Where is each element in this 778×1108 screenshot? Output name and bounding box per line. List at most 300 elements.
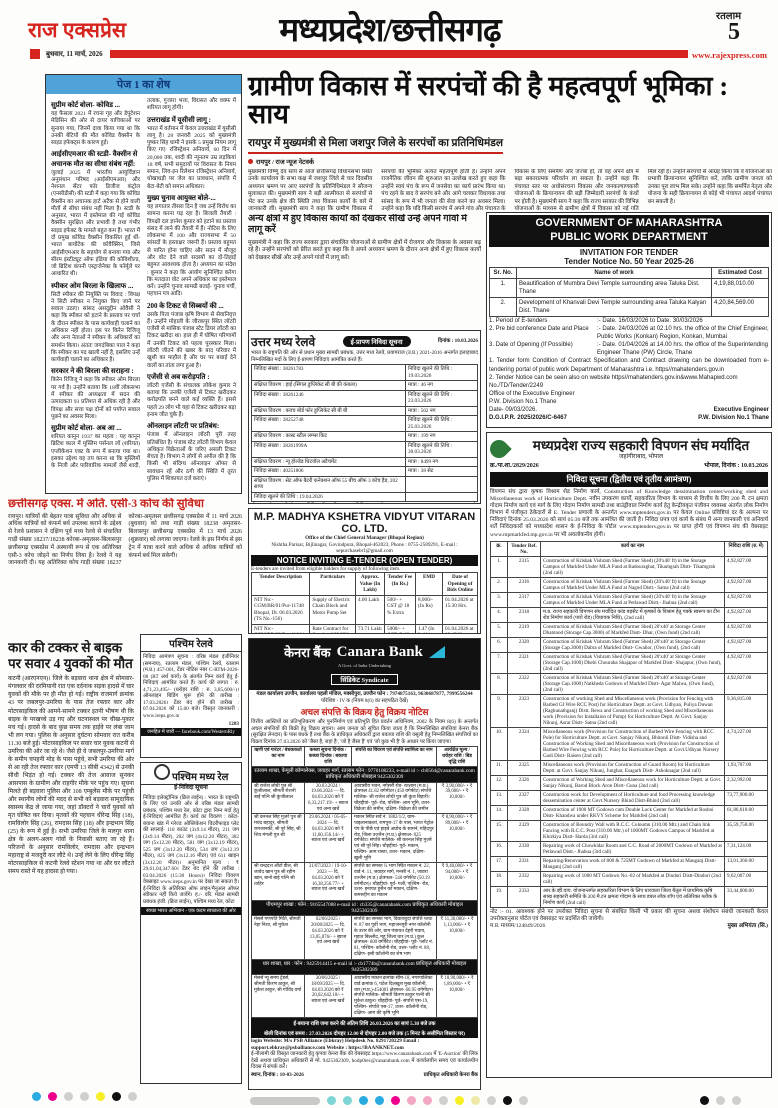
canara-name-hindi: केनरा बैंक — [284, 645, 331, 660]
western-railway-footer: जनहित में जारी — facebook.com/WesternRly — [141, 728, 241, 736]
brand-red-square — [30, 49, 40, 59]
markfed-ref-no: क्र./पा.शा./2829/2026 — [490, 462, 539, 469]
schedule-item — [489, 317, 769, 325]
table-row — [491, 886, 768, 907]
borrower-cell: श्री करनल सिंह मुज़रे पुत्र श्री मयंद बहादुर, श्रीमती रामजानकी, श्री पूरे सिंह, श्री शिव मंगली पुत्र श्री — [252, 814, 305, 863]
col-estimated-cost: Estimated Cost — [712, 267, 769, 278]
serial-cell: 11. — [491, 760, 508, 775]
serial-cell: 2. — [491, 577, 508, 592]
tender-ref-cell: 2324 — [508, 727, 541, 760]
byline-bullet-icon — [248, 159, 253, 164]
table-row — [252, 432, 478, 442]
tender-ref-cell: 2322 — [508, 673, 541, 694]
tender-ref-cell: 2327 — [508, 790, 541, 805]
work-name-cell: Repairing work of Chowkidar Room and C.C. Road of 2000MT Godown of Markfed at Petlawad Distt.- Jhabua (3rd call) — [541, 841, 725, 856]
table-row — [252, 381, 478, 391]
tender-ref-cell: 2328 — [508, 805, 541, 820]
tender-date-cell: निविदा खुलने की तिथि : 23.03.2026 — [406, 390, 478, 406]
subbox-body: मुख्यमंत्री ने कहा कि राज्य सरकार द्वारा संचालित योजनाओं से ग्रामीण क्षेत्रों में रोजगार और विकास के अवसर बढ़ रहे हैं। उन्होंने सरपंचों को प्रेरित करते हुए कहा कि वे अपने अध्ययन भ्रमण के दौरान अन्य क्षेत्रों में हुए विकास कार्यों को देखकर सीखें और उन्हें अपने गांवों में लागू करें। — [248, 239, 481, 261]
amount-cell: 9,36,815.00 — [725, 694, 768, 727]
work-name-cell: Construction of Working Shed and Miscellaneous work for Horticulture Deptt. at Govt. Sanjay Nikunj, Barod Block Aron Distt- Guna (2nd call) — [541, 775, 725, 790]
canara-emd-deadline: ई-बयाना राशि जमा करने की अंतिम तिथि 26.03.2026 का सायं 5.30 बजे तक — [251, 1018, 478, 1028]
masthead-url[interactable]: www.rajexpress.com — [692, 50, 767, 60]
col-possession-dates: कब्जा सूचना दिनांक / कब्जा दिनांक / बकाया राशि — [305, 747, 352, 767]
tender-number-cell: निविदा संख्या : 40251806 — [252, 467, 406, 477]
price-cell: ₹ 18,90,000/- • ₹ 1,89,000/- • ₹ 10,000/- — [437, 975, 478, 1018]
teal-registration-dot — [327, 1096, 336, 1105]
value-cell: 4.00 Lakh — [356, 595, 385, 624]
main-article-subbox — [248, 214, 481, 326]
table-row — [252, 782, 478, 814]
tender-date-cell: मात्रा : 502 नग — [406, 406, 478, 416]
page1-remainder-box — [45, 74, 242, 494]
masthead-brand — [28, 16, 126, 44]
canara-annexure: परिशिष्ट - IV क (नियम 8(6) का सहपठित देखें) — [320, 697, 409, 704]
brand-name: राज एक्सप्रेस — [28, 18, 127, 42]
table-row — [491, 727, 768, 760]
emd-cell: 1.47 (In — [416, 624, 443, 634]
western-railway-title: पश्चिम रेलवे — [141, 635, 241, 652]
markfed-media-ref: म.प्र. माध्यम/124849/2026 — [490, 923, 546, 929]
serial-cell: 8. — [491, 673, 508, 694]
accident-headline: कार की टक्कर से बाइक पर सवार 4 युवकों की मौत — [8, 640, 133, 672]
work-name-cell: Construction of Krishak Vishram Shed (Farmer Shed) 20'x40' at Storage Center (Storage Cap.1000) Natkheda Godown of Markfed Distt- Agar Malwa, (Own fund), (2nd call) — [541, 673, 725, 694]
schedule-value: :- Date. 01/04/2026 at 14.00 hrs. the office of the Superintending Engineer Thane (PW) Circle, Thane — [597, 342, 769, 357]
article-body: यह फैसला 2021 में रचना गृह और डेपुटेशन मेडिसिन की ओर से दायर याचिकाओं पर सुनाया गया, जिनमें दावा किया गया था कि उनकी बेटियों की मौत कोविड वैक्सीन के साइड इफेक्ट्स के कारण हुई। — [51, 111, 140, 147]
col-tender-ref: Tender Ref. No. — [508, 541, 541, 556]
markfed-note: नोट :- 01. आवश्यक होने पर उपरोक्त निविदा सूचना से संबंधित किसी भी प्रकार की सूचना अथवा संशोधन संबंधी जानकारी केवल उपरोक्तानुसार पोर्टल एवं वेबसाइट पर प्रदर्शित की जावेगी। — [490, 908, 768, 922]
page1-remainder-articles — [46, 94, 241, 487]
masthead-rule — [110, 50, 688, 58]
table-row — [491, 790, 768, 805]
article-body: यह लगातार तीसरा दिन है जब उन्हें विरोध का सामना करना पड़ रहा है। बिजली तैयारी : विपक्षी दल ज्ञानेश कुमार को हटाने का प्रस्ताव संसद में लाने की तैयारी में हैं। नोटिस के लिए लोकसभा में 100 और राज्यसभा में 50 सांसदों के हस्ताक्षर जरूरी हैं। प्रस्ताव बहुमत से पारित होना चाहिए और सदन में मौजूद और वोट देने वाले सदस्यों का दो-तिहाई बहुमत आवश्यक होता है। अध्ययन का संदेश : कुमार ने कहा कि आयोग सुनिश्चित करेगा कि मतदाता वोट अपने अधिकार का इस्तेमाल करें। उन्होंने चुनाव सामग्री बताई- चुनाव पर्ची, पहचान पत्र आदि। — [147, 204, 236, 298]
masthead-date: बुधवार, 11 मार्च, 2026 — [46, 50, 103, 58]
schedule-value: :- Date. 16/03/2026 to Date. 30/03/2026 — [597, 317, 703, 324]
list-item — [147, 194, 236, 299]
particulars-cell: Rate Contract for — [310, 624, 356, 634]
price-cell: ₹ 9,40,000/- • ₹ 94,000/- • ₹ 10,000/- — [437, 863, 478, 901]
borrower-cell: मेसर्स गणपति मिति, श्रीमती नेहा निशा, श्री मुकेश — [252, 916, 305, 959]
notice-date: Date- 09/03/2026. — [489, 407, 538, 413]
tender-ref-cell: 2319 — [508, 622, 541, 637]
table-row — [252, 365, 478, 381]
tender-ref-cell: 2315 — [508, 556, 541, 577]
main-subhead: रायपुर में मुख्यमंत्री से मिला जशपुर जिले के सरपंचों का प्रतिनिधिमंडल — [248, 136, 503, 154]
borrower-cell: श्री चन्द्रदत्त ऑटो डील, श्री जावेद खान पुत्र श्री रहीम खान, बानो बाई पत्नि श्री ताहिर — [252, 863, 305, 901]
work-name-cell: Miscellaneous work (Provision for Construction of Barbed Wire Fencing with RCC Pole) for Horticulture Deptt. at Govt. Sanjay Nikunj, Bhitonli Distt- Vidisha and Construction of Working Shed and Miscellaneous work (Provision for Construction of Barbed Wire Fencing with RCC Pole) for Horticulture Deptt. at Govt.Udhyan Nursery Gadi Distt- Raisen (2nd call) — [541, 727, 725, 760]
article-heading: स्पीकर ओम बिरला के खिलाफ ... — [51, 281, 134, 290]
table-row — [252, 916, 478, 959]
masthead-page-number: 5 — [728, 19, 740, 45]
article-body: सिटी स्पीकर की नियुक्ति पर विवाद : विपक्ष ने सिटी स्पीकर न नियुक्त किए जाने पर सवाल उठाए। सांसद असदुद्दीन ओवैसी ने कहा कि स्पीकर को हटाने के प्रस्ताव पर चर्चा के दौरान स्पीकर के पास कार्यवाही चलाने का अधिकार नहीं होता। इस पर किरेन रिजिजू और अन्य नेताओं ने स्पीकर के अधिकारों का समर्थन किया। अंततः जगदंबिका पाल ने कहा कि स्पीकर का पद खाली नहीं है, इसलिए उन्हें कार्यवाही चलाने का अधिकार है। — [51, 291, 140, 364]
markfed-signatory: मुख्य अभियंता (सि.) — [727, 923, 768, 929]
list-item — [147, 422, 236, 483]
masthead-city: रतलाम — [716, 11, 742, 22]
magenta-registration-dot — [48, 1092, 57, 1101]
magenta-registration-dot — [391, 1096, 400, 1105]
col-borrower: ऋणी एवं गारंटर / बंधककर्ता का नाम — [252, 747, 305, 767]
markfed-place: जहांगीराबाद, भोपाल — [618, 454, 664, 460]
work-name-cell: Construction of working Shed and Miscellaneous work (Provision for Fencing with Barbed GI Wire RCC Post) for Horticulture Deptt. at Govt. Udhyan, Puliya Duwan (Raghunathganj) Distt. Rewa and Construction of working Shed and Miscellaneous work (Provision for Installaion of Pump) for Horticulture Deptt. At Govt. Sanjay Nikunj, Asrar Distt- Satna (2nd call) — [541, 694, 725, 727]
value-cell: 73.71 Lakh — [356, 624, 385, 634]
wcr-title — [141, 763, 241, 785]
gray-registration-dot — [732, 1096, 741, 1105]
tender-ref-cell: 2321 — [508, 652, 541, 673]
serial-cell: 19. — [491, 886, 508, 907]
table-row — [252, 476, 478, 492]
maharashtra-works-table — [489, 267, 769, 317]
col-opening-date: Date of Opening of Bids Online — [443, 573, 478, 596]
tender-number-cell: संक्षिप्त विवरण : कास्ट स्टील लम्प्स किट — [252, 432, 406, 442]
work-name-cell: Construction of Krishak Vishram Shed (Farmer Shed) 20'x40' at Storage Center (Storage Cap.1000) Dhebi Chouraha Shajapur of Markfed Distt- Shajapur, (Own fund), (2nd call) — [541, 652, 725, 673]
article-heading: आईसीएमआर की स्टडी- वैक्सीन से अचानक मौत का सीधा संबंध नहीं: — [51, 150, 138, 168]
serial-cell: 14. — [491, 805, 508, 820]
edition-title: मध्यप्रदेश/छत्तीसगढ़ — [279, 13, 501, 49]
maharashtra-notes — [489, 357, 769, 381]
gray-registration-dot — [439, 1096, 448, 1105]
amount-cell: 4,92,827.00 — [725, 607, 768, 622]
article-heading: मुख्य चुनाव आयुक्त बोले-... — [147, 194, 216, 203]
wcr-subtitle: ई-निविदा सूचना — [174, 785, 208, 791]
table-row — [252, 457, 478, 467]
table-row — [490, 278, 769, 297]
tender-date-cell: निविदा खुलने की तिथि : 25.03.2026 — [406, 416, 478, 432]
dates-cell: 20.03.2024 / 19.06.2024 — दि. 04.03.2026 को ₹ 6,33,217.19/- + ब्याज एवं अन्य खर्चे — [305, 782, 352, 814]
tender-ref-cell: 2330 — [508, 841, 541, 856]
note-text: 2. Tender Notice can be seen also on website https//mahatenders.gov.in&www.Mahapwd.com — [489, 374, 738, 381]
work-name-cell: Construction of Krishak Vishram Shed (Farmer Shed) 20'x40' at Storage Center (Storage Cap.3000) Dabra of Markfed Distt- Gwalior, (Own fund), (2nd call) — [541, 637, 725, 652]
work-name: Development of Khanvali Devi Temple surrounding area Taluka Kalyan Dist. Thane — [517, 297, 712, 316]
yellow-registration-dot — [96, 1092, 105, 1101]
tender-date-cell — [406, 492, 478, 502]
table-row — [491, 694, 768, 727]
canara-branch-band-ratlam: रतलाम शाखा, केमूली कॉम्पलेक्स, जवाहर मार्ग, रतलाम फोन : 9770108233, e-mail id :- cb0564@canarabank.com प्राधिकृत अधिकारी मोबाइल 9425302309 — [252, 767, 477, 781]
col-tender-amount: निविदा राशि (रु. में) — [725, 541, 768, 556]
serial-cell: 3. — [491, 592, 508, 607]
western-railway-ref: 1203 — [228, 721, 239, 727]
gray-registration-dot — [487, 1096, 496, 1105]
article-body: भारत में वर्तमान में केवल उत्तराखंड में यूसीसी लागू है। 28 जनवरी 2025 को मुख्यमंत्री पुष्कर सिंह धामी ने इसके 5 प्रमुख नियम लागू किए गए: रजिस्ट्रेशन अनिवार्य, 60 दिन में 20,000 तक, शादी की न्यूनतम उम्र लड़कियां 18 वर्ष, सभी समुदायों पर विरासत के नियम समान, लिव-इन रिलेशन रजिस्ट्रेशन अनिवार्य, धोखाधड़ी पर जेल का प्रावधान, संपत्ति में बेटा-बेटी को समान अधिकार। — [147, 125, 236, 190]
tender-ref-cell: 2320 — [508, 637, 541, 652]
amount-cell: 7,31,124.00 — [725, 841, 768, 856]
canara-login-website: login Website: M/s PSB Alliance (Ebkray) Helpdesk No. 8291720229 Email : support.ebkray@psballiance.com Website : https://BAANKNET.com — [251, 1038, 420, 1051]
serial-cell: 16. — [491, 841, 508, 856]
tender-number-cell: निविदा संख्या : 38252748 — [252, 416, 406, 432]
signatory-title: Executive Engineer — [713, 407, 769, 413]
canara-name-english: Canara Bank — [336, 643, 423, 660]
table-row — [491, 673, 768, 694]
price-cell: ₹ 11,30,000/- • ₹ 1,13,000/- • ₹ 10,000/- — [437, 916, 478, 959]
canara-sale-title: अचल संपत्ति के विक्रय हेतु विक्रय नोटिस — [300, 707, 429, 717]
ncr-pill: ई-प्रापण निविदा सूचना — [343, 336, 411, 347]
canara-bank-logo-icon — [429, 646, 445, 658]
tender-number-cell: संक्षिप्त विवरण : कवच बोर्ड फोर डुप्लिकेट सी बी बी — [252, 406, 406, 416]
table-row — [252, 406, 478, 416]
canara-bid-datetime: बोली दिनांक एवं समय : 27.03.2026 दोपहर 12.00 से दोपहर 2.00 बजे तक (5 मिनट के असीमित विस्तार पर) — [251, 1028, 478, 1038]
article-heading: एजेंसी से अब करोड़पति : — [147, 372, 210, 381]
work-name-cell: Construction work for Development of Horticulture and food Processing knowledge dessemination center at Govt.Nursery Bhind Distt-Bhind (2nd call) — [541, 790, 725, 805]
tender-date-cell: मात्रा : 199 नग — [406, 432, 478, 442]
dates-cell: 31/07/2023 / 19-10-2023 — दि. 04.03.2026 को ₹ 16,38,256.77/- + ब्याज एवं अन्य खर्चे — [305, 863, 352, 901]
article-body: जुलाई 2025 में भारतीय आयुर्विज्ञान अनुसंधान परिषद (आईसीएमआर) और नेशनल सेंटर फॉर डिजीज कंट्रोल (एनसीडीसी) की स्टडी में कहा गया कि कोविड वैक्सीन का अचानक हार्ट अटैक से होने वाली मौतों से सीधा संबंध नहीं मिला है। स्टडी के अनुसार, भारत में इस्तेमाल की गई कोविड वैक्सीन सुरक्षित और प्रभावी है तथा गंभीर साइड इफेक्ट के मामले बहुत कम हैं। भारत में दो प्रमुख कोविड वैक्सीन विकसित हुई थीं- भारत बायोटेक की कोवैक्सिन, जिसे आईसीएमआर के सहयोग से बनाया गया और सीरम इंस्टीट्यूट ऑफ इंडिया की कोविशील्ड, जो ब्रिटिश कंपनी एस्ट्राजेनेका के फॉर्मूले पर आधारित थी। — [51, 169, 140, 278]
tender-ref-cell: 2325 — [508, 760, 541, 775]
schedule-label: 3. Date of Opening (If Possible) — [489, 342, 573, 349]
cyan-registration-dot — [359, 1096, 368, 1105]
table-row — [252, 814, 478, 863]
canara-tagline: A Govt. of India Undertaking — [337, 663, 392, 668]
work-name-cell: Miscellaneous work (Provision for Construction of Guard Room) for Horticulture Deptt. at Govt. Sanjay Nikunj, Junghar, Esagarh Distt- Ashoknagar (2nd call) — [541, 760, 725, 775]
tender-date-cell: निविदा खुलने की तिथि : 30.03.2026 — [406, 441, 478, 457]
table-row — [491, 805, 768, 820]
canara-place-date: स्थान, दिनांक : 10-03-2026 — [251, 1071, 304, 1078]
note-text: 1. Tender form Condition of Contract Specification and Contract drawing can be downloaded from e-tendering portal of public work Department of Maharashtra i.e. https//mahatenders.gov.in — [489, 358, 769, 373]
black-registration-dot — [112, 1092, 121, 1101]
table-row — [491, 577, 768, 592]
article-heading: सुप्रीम कोर्ट बोला- कोविड ... — [51, 101, 121, 109]
table-row — [252, 441, 478, 457]
main-article — [248, 72, 772, 235]
canara-branch-band-pithampur: पीथमपुर शाखा : फोन : 9165547088 e-mail id : cb335@canarabank.com प्राधिकृत अधिकारी मोबाइल 9425302309 — [252, 901, 477, 915]
property-cell: मकान स्थित सर्वे नं. 1882/1/2, ग्राम-पाइलानाकलां, रामपुरा-17 के पास, भारत पेट्रोल पंप के पीछे एवं हाइवे अप्रोच के सामने, महिदपुर रोड, जिला उज्जैन (म.प्र.) क्षेत्रफल- 825 वर्गफीट। संपत्ति मालिक- श्री करनल सिंह मुज़रे एवं श्री पूरे सिंह। चौहद्दीयां- पूर्व- मकान, पश्चिम- आम रास्ता, उत्तर- मकान, दक्षिण- खुली भूमि — [352, 814, 437, 863]
table-row — [490, 297, 769, 316]
serial-cell: 13. — [491, 790, 508, 805]
article-body: किरेन रिजिजू ने कहा कि स्पीकर ओम बिरला पर गर्व है। उन्होंने बताया कि 18वीं लोकसभा में स्पीकर की अध्यक्षता में सदन की उत्पादकता 93 प्रतिशत से अधिक रही है और विपक्ष और सत्ता पक्ष दोनों को पर्याप्त सवाल पूछने का अवसर मिला। — [51, 377, 140, 420]
tender-ref-cell: 2326 — [508, 775, 541, 790]
table-row — [491, 556, 768, 577]
schedule-label: 2. Pre bid conference Date and Place — [489, 326, 589, 333]
mpmkvv-band: NOTICE INVITING E-TENDER (OPEN TENDER) — [251, 555, 478, 566]
amount-cell: 4,92,827.00 — [725, 673, 768, 694]
table-row — [491, 871, 768, 886]
table-header-row — [490, 267, 769, 278]
tender-date-cell — [406, 476, 478, 492]
gray-registration-dot — [716, 1096, 725, 1105]
table-row — [491, 820, 768, 841]
western-railway-tender-box — [140, 634, 242, 758]
gray-registration-dot — [80, 1092, 89, 1101]
pink-registration-dot — [407, 1096, 416, 1105]
serial-cell: 7. — [491, 652, 508, 673]
ncr-intro: भारत के राष्ट्रपति की ओर से प्रधान मुख्य सामग्री प्रबंधक, उत्तर मध्य रेलवे, प्रयागराज (उ.प्र.) 2021-2016 अन्तर्गत इलाहाबाद निम्नलिखित मदों के लिए ई-प्रापण निविदाएं आमंत्रित करते हैं। — [251, 350, 478, 363]
office-line2: P.W. Division No.1 Thane — [489, 398, 557, 405]
maharashtra-invite: INVITATION FOR TENDER — [579, 247, 679, 257]
schedule-label: 1. Period of E-tenders — [489, 317, 548, 324]
work-name-cell: Construction of Boundry Wall with R.C.C. Coloumn (310.00 Mtr.) and Chain link Fancing with R.C.C. Post (310.00 Mtr.) of 1000MT Godown Campus of Markfed at Khirkiya Distt- Harda (3rd call) — [541, 820, 725, 841]
article-heading: 200 के टिकट से सिब्बयों की ... — [147, 301, 224, 310]
black-registration-dot — [700, 1096, 709, 1105]
serial-cell: 18. — [491, 871, 508, 886]
wcr-tender-box — [140, 762, 242, 1084]
serial-cell: 5. — [491, 622, 508, 637]
markfed-notice-band: निविदा सूचना (द्वितीय एवं तृतीय आमंत्रण) — [490, 472, 768, 487]
table-header-row — [252, 573, 478, 596]
amount-cell: 2,32,992.00 — [725, 775, 768, 790]
maharashtra-gov-band — [489, 215, 769, 247]
gray-registration-dot — [128, 1092, 137, 1101]
gray-registration-dot — [64, 1092, 73, 1101]
col-approx-value: Approx. Value (In Lakh) — [356, 573, 385, 596]
amount-cell: 4,92,827.00 — [725, 556, 768, 577]
table-row — [252, 416, 478, 432]
borrower-cell: श्री राजेश लोधी पुत्र श्री कुंजीलाल, श्रीमती रोशनी बाई पत्नि श्री कुंजीलाल — [252, 782, 305, 814]
property-cell: संपत्ति का समस्त ¼ भाग स्थित मकान नं. 22, वार्ड नं. 11, जवाहर मार्ग, मनसी नं. 1, जावरा उज्जैन (म.प्र.) क्षेत्रफल- 540 वर्गफीट (50.19 वर्गमीटर)। चौहद्दीयां- पूर्व- गली, पश्चिम- रोड, उत्तर- इनायत हुसैन का मकान, दक्षिण- कमरुद्दीन का मकान — [352, 863, 437, 901]
work-name-cell: Repairing/Renovation work of 800 & 725MT Godown of Markfed at Mauganj Distt- Mauganj (2nd call) — [541, 856, 725, 871]
col-reserve-price: आरक्षित मूल्य / धरोहर राशि / बिड वृद्धि राशि — [437, 747, 478, 767]
tender-ref-cell: 2318 — [508, 607, 541, 622]
serial-cell: 12. — [491, 775, 508, 790]
opening-cell: 01.04.2026 at — [443, 624, 478, 634]
serial-cell: 15. — [491, 820, 508, 841]
cg-express-body: रायपुर। यात्रियों की बेहतर यात्रा सुविधा और अधिक से अधिक यात्रियों को कंफर्म बर्थ उपलब्ध कराने के उद्देश्य से रेलवे प्रशासन ने दक्षिण पूर्व मध्य रेलवे से संचालित गाड़ी संख्या 18237/18238 कोरबा-अमृतसर-बिलासपुर छत्तीसगढ़ एक्सप्रेस में अस्थायी रूप से एक अतिरिक्त एसी-3 कोच जोड़ने का निर्णय लिया है। रेलवे ने यह जानकारी दी। यह अतिरिक्त कोच गाड़ी संख्या 18237 कोरबा-अमृतसर छत्तीसगढ़ एक्सप्रेस में 11 मार्च 2026 (बुधवार) को तथा गाड़ी संख्या 18238 अमृतसर-बिलासपुर छत्तीसगढ़ एक्सप्रेस में 13 मार्च 2026 (शुक्रवार) को लगाया जाएगा। रेलवे के इस निर्णय से इस ट्रेन में यात्रा करने वाले अधिक से अधिक यात्रियों को कंफर्म बर्थ मिल सकेगी। — [8, 513, 242, 567]
ncr-date: दिनांक : 10.03.2026 — [438, 338, 478, 345]
serial-cell: 17. — [491, 856, 508, 871]
article-heading: सुप्रीम कोर्ट बोला- अब आ ... — [51, 424, 122, 433]
work-name-cell: Construction of Krishak Vishram Shed (Farmer Shed) (20'x40' ft) in the Storage Campus of Markfed Under MLA Fund at Nagod Distt.- Satna (2nd call) — [541, 577, 725, 592]
serial-cell: 4. — [491, 607, 508, 622]
tender-date-cell: मात्रा : 38 सेट — [406, 467, 478, 477]
list-item — [147, 302, 236, 370]
markfed-intro: विपणन संघ द्वारा कृषक विश्राम शेड निर्माण कार्य, Construction of Knowledge dessimination center/working shed and Miscellaneous work of Horticulture Deptt. नवीन उपकरण कार्यों, सहकारिता विभाग के माध्यम से वित्तीय के लिए 200 मै. टन क्षमता गोदाम निर्माण कार्य एवं मार्ग के लिए गोदाम निर्माण सामग्री तथा बाउंड्रीवाल निर्माण कार्य हेतु केन्द्रीयकृत पंजीयन व्यवस्था अंतर्गत लोक निर्माण विभाग में पंजीकृत ठेकेदारों से E. Tender प्रणाली के अन्तर्गत www.mptenders.gov.in पर केवल Online प्रविष्टियां दर के अल्पना पर निविदाएं दिनांक 25.03.2026 को सायं 05:30 बजे तक आमंत्रित की जाती है। निविदा प्रपत्र एवं कार्य के संबंध में अन्य जानकारी एवं अनिवार्य शर्तें निविदाकारों को मध्यप्रदेश शासन के ई-निविदा के पोर्टल www.mptenders.gov.in पर प्राप्त होगी एवं विपणन संघ की वेबसाइट www.mpmarkfed.mp.gov.in पर भी अवलोकनीय होगी। — [490, 488, 768, 538]
mpmkvv-office: Office of the Chief General Manager (Bhopal Region) — [305, 535, 424, 541]
byline — [248, 157, 772, 166]
canara-bank-notice — [248, 638, 481, 1090]
table-row — [491, 607, 768, 622]
maharashtra-gov: GOVERNMENT OF MAHARASHTRA — [535, 217, 723, 229]
borrower-cell: मेसर्स न्यू समय ट्रेडर्स, श्रीमती किरण ठाकुर, श्री मुकेश ठाकुर, श्री गोविंद वर्मा — [252, 975, 305, 1018]
wcr-title-text: पश्चिम मध्य रेल — [172, 772, 229, 783]
schedule-value: :- Date. 24/03/2026 at 02.10 hrs. the office of the Chief Engineer, Public Works (Konkan) Region, Konkan, Mumbai — [597, 326, 769, 341]
work-name-cell: Construction of 1000 MT Godown cum Double Lock Center for Markfed at Roshni Distt- Khandwa under RKVY Scheme for Markfed (2nd call) — [541, 805, 725, 820]
canara-intro: वित्तीय आस्तियों का प्रतिभूतिकरण और पुनर्निर्माण एवं प्रतिभूति हित प्रवर्तन अधिनियम, 2002 के नियम 8(6) के अन्तर्गत अचल संपत्तियों की बिक्री हेतु विक्रय सूचना। आम जनता को सूचित किया जाता है कि निम्नलिखित संपत्तियां केनरा बैंक (सुरक्षित लेनदार) के पास बंधक हैं तथा बैंक के प्राधिकृत अधिकारी द्वारा बकाया राशि की वसूली हेतु निम्नलिखित संपत्तियों का विक्रय दिनांक 27.03.2026 को 'जैसा है, जहां है', 'जो है जैसा है' एवं 'जो कुछ भी है' के आधार पर किया जाएगा। — [251, 719, 478, 745]
work-sn: 1. — [490, 278, 517, 297]
tender-date-cell: मात्रा : 8499 नग — [406, 457, 478, 467]
amount-cell: 33,44,000.00 — [725, 886, 768, 907]
list-item — [51, 282, 140, 365]
col-particulars: Particulars — [310, 573, 356, 596]
amount-cell: 4,92,827.00 — [725, 622, 768, 637]
nit-cell: NIT No:- CGM/BR/01/Pur-11748 Bhopal, Dt. 06.03.2026 (TS No.-156) — [252, 595, 310, 624]
accident-body: कटनी (आरएनएन)। जिले के बड़वारा थाना क्षेत्र में सोमवार-मंगलवार की दरमियानी रात एक दर्दनाक सड़क हादसे में चार युवकों की मौके पर ही मौत हो गई। राष्ट्रीय राजमार्ग क्रमांक 43 पर जबलपुर-उमरिया के पास तेज रफ्तार कार और मोटरसाइकिल की आमने-सामने टक्कर इतनी भीषण थी कि बाइक के परखच्चे उड़ गए और घटनास्थल पर चीख-पुकार मच गई। हादसे के बाद कुछ समय तक हाईवे पर लंबा जाम भी लग गया। पुलिस के अनुसार दुर्घटना सोमवार रात करीब 11.30 बजे हुई। मोटरसाइकिल पर सवार चार युवक कटनी से उमरिया की ओर जा रहे थे। जैसे ही वे जबलपुर-उमरिया मार्ग के समीप चपहनी मोड़ के पास पहुंचे, सभी उमरिया की ओर से आ रही तेज रफ्तार कार (एमपी 13 सीबी 4342) से उनकी सीधी भिड़ंत हो गई। टक्कर की तेज आवाज सुनकर आसपास के ग्रामीण और राहगीर मौके पर पहुंच गए। सूचना मिलते ही बड़वारा पुलिस और 108 एम्बुलेंस मौके पर पहुंची और स्थानीय लोगों की मदद से सभी को बड़वारा सामुदायिक स्वास्थ्य केंद्र ले जाया गया, जहां डॉक्टरों ने चारों युवकों को मृत घोषित कर दिया। मृतकों की पहचान धीरेन्द्र सिंह (18), रामविलोर सिंह (26), रामदास सिंह (18) और इन्द्रभान सिंह (25) के रूप में हुई है। सभी उमरिया जिले के मलगुर थाना क्षेत्र के अलग-अलग गांवों के निवासी बताए जा रहे हैं। परिजनों के अनुसार रामविलोर, रामदास और इन्द्रभान महाराष्ट्र से मजदूरी कर लौटे थे। उन्हें लेने के लिए धीरेन्द्र सिंह मोटरसाइकिल से कटनी रेलवे स्टेशन गया था और घर लौटते समय रास्ते में यह हादसा हो गया। — [8, 676, 134, 876]
page1-remainder-title: पेज 1 का शेष — [46, 75, 241, 94]
tender-number-cell: निविदा संख्या : 38261246 — [252, 390, 406, 406]
mpmkvv-tender-box — [248, 508, 481, 634]
pale-yellow-registration-dot — [471, 1096, 480, 1105]
table-row — [252, 467, 478, 477]
maharashtra-footer-left — [489, 382, 575, 422]
canara-signatory: प्राधिकृत अधिकारी केनरा बैंक — [423, 1071, 478, 1078]
registration-marks-right — [700, 1096, 741, 1105]
tender-ref-cell: 2323 — [508, 694, 541, 727]
article-body: पंजाब में ऑनलाइन लॉटरी पूरी तरह प्रतिबंधित है। पंजाब स्टेट लॉटरी विभाग केवल अधिकृत विक्रेताओं के जरिए असली टिकट बेचता है। विभाग ने लोगों से अपील की है कि किसी भी संदिग्ध ऑनलाइन ऑफर से सावधान रहें और ठगी की स्थिति में तुरंत पुलिस में शिकायत दर्ज कराएं। — [147, 432, 236, 482]
mpmkvv-intro: E-tenders are invited from eligible bidders for supply of following item. — [251, 565, 401, 572]
amount-cell: 1,93,707.00 — [725, 760, 768, 775]
amount-cell: 61,86,618.00 — [725, 805, 768, 820]
table-row — [491, 652, 768, 673]
table-row — [491, 856, 768, 871]
byline-text: रायपुर / राज न्यूज नेटवर्क — [256, 158, 314, 166]
teal-registration-dot — [343, 1096, 352, 1105]
article-heading: सरकार ने की बिरला की सराहना : — [51, 367, 134, 376]
table-row — [491, 622, 768, 637]
table-row — [252, 390, 478, 406]
tender-ref: No./TD/Tender/2249 — [489, 382, 544, 389]
cg-express-article — [8, 498, 242, 632]
table-row — [491, 760, 768, 775]
amount-cell: 4,92,827.00 — [725, 592, 768, 607]
property-cell: आवासीय भवन, नगेसरी रोड- रतलाम (म.प्र.) क्षेत्रफल 41.82 वर्गमीटर (450 वर्गफीट) संपत्ति मालिक- श्री राजेश लोधी पुत्र श्री कुंज बिहारी। चौहद्दीयां- पूर्व- रोड, पश्चिम- आम भूमि, उत्तर- विक्रेता की जमीन, दक्षिण- विक्रेता की जमीन — [352, 782, 437, 814]
amount-cell: 35,59,758.00 — [725, 820, 768, 841]
work-sn: 2. — [490, 297, 517, 316]
serial-cell: 10. — [491, 727, 508, 760]
tender-number-cell: निविदा संख्या : 38261999A — [252, 441, 406, 457]
registration-marks-center — [250, 1096, 528, 1105]
work-cost: 4,20,84,569.00 — [712, 297, 769, 316]
ncr-tender-table — [251, 364, 478, 502]
mpmkvv-name: M.P. MADHYA KSHETRA VIDYUT VITARAN CO. LTD. — [253, 511, 476, 535]
work-name-cell: आर.के.व्ही.वाय. योजनान्तर्गत सहकारिता विभाग के लिए धारवाला जिला बैतूल में प्राथमिक कृषि साख सहकारी समिति के 200 मै.टन क्षमता गोदाम के साथ डबल लॉक शॉप एवं अतिरिक्त ब्लॉक के निर्माण कार्य (2nd call) — [541, 886, 725, 907]
serial-cell: 1. — [491, 556, 508, 577]
work-name-cell: म.प्र. राज्य सहकारी विपणन संघ मर्यादित कांड बड़सैट में कृषकों के विश्राम हेतु पक्के स्वरूप का टीन शेड निर्माण कार्य (पारो रोड) (विधायक निधि), (2nd call) — [541, 607, 725, 622]
col-name-of-work: Name of work — [517, 267, 712, 278]
canara-header-band — [249, 639, 480, 690]
tender-date-cell: निविदा खुलने की तिथि : 19.03.2026 — [406, 365, 478, 381]
maharashtra-schedule — [489, 317, 769, 357]
table-row — [252, 595, 478, 624]
tender-number-cell: निविदा संख्या : 38261783 — [252, 365, 406, 381]
cyan-registration-dot — [32, 1092, 41, 1101]
price-cell: ₹ 3,90,000/- • ₹ 39,000/- • ₹ 10,000/- — [437, 782, 478, 814]
maharashtra-signatory — [698, 406, 769, 422]
cg-express-headline: छत्तीसगढ़ एक्स. में अति. एसी-3 कोच की सुविधा — [8, 498, 204, 510]
amount-cell: 9,62,007.00 — [725, 871, 768, 886]
dgipr-ref: D.G.I.P.R. 2025/2026/C-6467 — [489, 415, 567, 422]
schedule-item — [489, 325, 769, 341]
table-row — [491, 775, 768, 790]
emd-cell: 8,000/- (In Rs) — [416, 595, 443, 624]
maharashtra-notice-no: Tender Notice No. 50 Year 2025-26 — [564, 256, 694, 266]
fee-cell: 500/- + GST @ 18 % Extra — [385, 595, 416, 624]
markfed-tender-notice — [486, 432, 772, 1078]
ncr-tender-box — [248, 330, 481, 504]
tender-ref-cell: 2316 — [508, 577, 541, 592]
table-row — [252, 624, 478, 634]
tender-ref-cell: 2332 — [508, 871, 541, 886]
property-cell: संपत्ति का समस्त भाग, विक्रयशुदा संपत्ति प्लाट नं. 87 का पूर्वी भाग, महाजनपुरी नगर कॉलोनी के उत्तर की ओर, ग्राम पंचायत देहरी मवाय, महात बिल्लौद, महू जिला धार (म.प्र.) कुल क्षेत्रफल- 600 वर्गफीट। चौहद्दीयां- पूर्व- प्लॉट नं. 81, पश्चिम- कॉलोनी रोड, उत्तर- प्लॉट नं. 88, दक्षिण- इसी कॉलोनी का शेष भाग — [352, 916, 437, 959]
col-work-name: कार्य का नाम — [541, 541, 725, 556]
article-body: उसके पिता पंजाब कृषि विभाग से सेवानिवृत्त हैं। उन्होंने मोहाली के जीरकपुर स्थित लॉटरी एजेंसी से मासिक पंजाब स्टेट डियर लॉटरी का टिकट खरीदा था। हाल ही में घोषित परिणामों में उनकी टिकट को पहला पुरस्कार मिला। लॉटरी जीतने की खबर के बाद परिवार में खुशी का माहौल है और घर पर बधाई देने वालों का तांता लगा हुआ है। — [147, 311, 236, 369]
dates-cell: 30/06/2025 / 18/09/2025 — दि. 04.03.2026 को ₹ 20,02,642.10/- + ब्याज एवं अन्य खर्चे — [305, 975, 352, 1018]
amount-cell: 4,92,827.00 — [725, 637, 768, 652]
wcr-slogan: स्वच्छ भारत अभियान - एक कदम स्वच्छता की ओर — [141, 907, 241, 915]
col-tender-description: Tender Description — [252, 573, 310, 596]
article-heading: उत्तराखंड में यूसीसी लागू : — [147, 115, 211, 124]
nit-cell: NIT No:- — [252, 624, 310, 634]
list-item — [147, 373, 236, 419]
tender-ref-cell: 2333 — [508, 886, 541, 907]
markfed-logo-icon — [486, 436, 511, 461]
fee-cell: 5000/- + — [385, 624, 416, 634]
amount-cell: 13,01,360.00 — [725, 856, 768, 871]
mpmkvv-table — [251, 572, 478, 634]
table-row — [252, 492, 478, 502]
table-row — [491, 637, 768, 652]
main-article-body: मुख्यमंत्री विष्णु देव साय से आज छत्तीसगढ़ विधानसभा स्थित उनके कार्यालय के सभा कक्ष में जशपुर जिले से चार दिवसीय अध्ययन भ्रमण पर आए सरपंचों के प्रतिनिधिमंडल ने सौजन्य मुलाकात की। मुख्यमंत्री साय ने बड़ी आत्मीयता से सरपंचों से भेंट कर उनके क्षेत्र की स्थिति तथा विकास कार्यों के बारे में जानकारी ली। मुख्यमंत्री साय ने कहा कि ग्रामीण विकास में सरपंचों की भूमिका अत्यंत महत्वपूर्ण होती है। उन्होंने अपने राजनैतिक जीवन की शुरुआत का उल्लेख करते हुए कहा कि उन्होंने स्वयं पंच के रूप में जनसेवा का कार्य प्रारंभ किया था। पंच रहने के बाद वे सरपंच बने और आगे चलकर विधायक तथा सांसद के रूप में भी जनता की सेवा करने का अवसर मिला। उन्होंने कहा कि यदि किसी सरपंच में अपने गांव और पंचायत के विकास के लिए समर्पण और जज्बा हो, तो वह अपने क्षेत्र में बड़ा सकारात्मक परिवर्तन ला सकता है। उन्होंने कहा कि पंचायत स्तर पर अधोसंरचना विकास और जनकल्याणकारी योजनाओं के क्रियान्वयन की बड़ी जिम्मेदारी सरपंचों के कंधों पर होती है। मुख्यमंत्री साय ने कहा कि राज्य सरकार की विभिन्न योजनाओं के माध्यम से ग्रामीण क्षेत्रों में विकास को नई गति मिल रही है। उन्होंने सरपंचों से आग्रह किया कि वे योजनाओं का प्रभावी क्रियान्वयन सुनिश्चित करें, ताकि ग्रामीण जनता को उनका पूरा लाभ मिल सके। उन्होंने कहा कि समर्पित नेतृत्व और योजना के सही क्रियान्वयन से कोई भी पंचायत आदर्श पंचायत बन सकती है। — [248, 168, 772, 213]
opening-cell: 01.04.2026 at 15:30 Hrs. — [443, 595, 478, 624]
tender-date-cell: मात्रा : 46 नग — [406, 381, 478, 391]
work-name: Beautification of Mumbra Devi Temple surrounding area Taluka Dist. Thane — [517, 278, 712, 297]
signatory-division: P.W. Division No.1 Thane — [698, 415, 769, 422]
table-row — [252, 975, 478, 1018]
